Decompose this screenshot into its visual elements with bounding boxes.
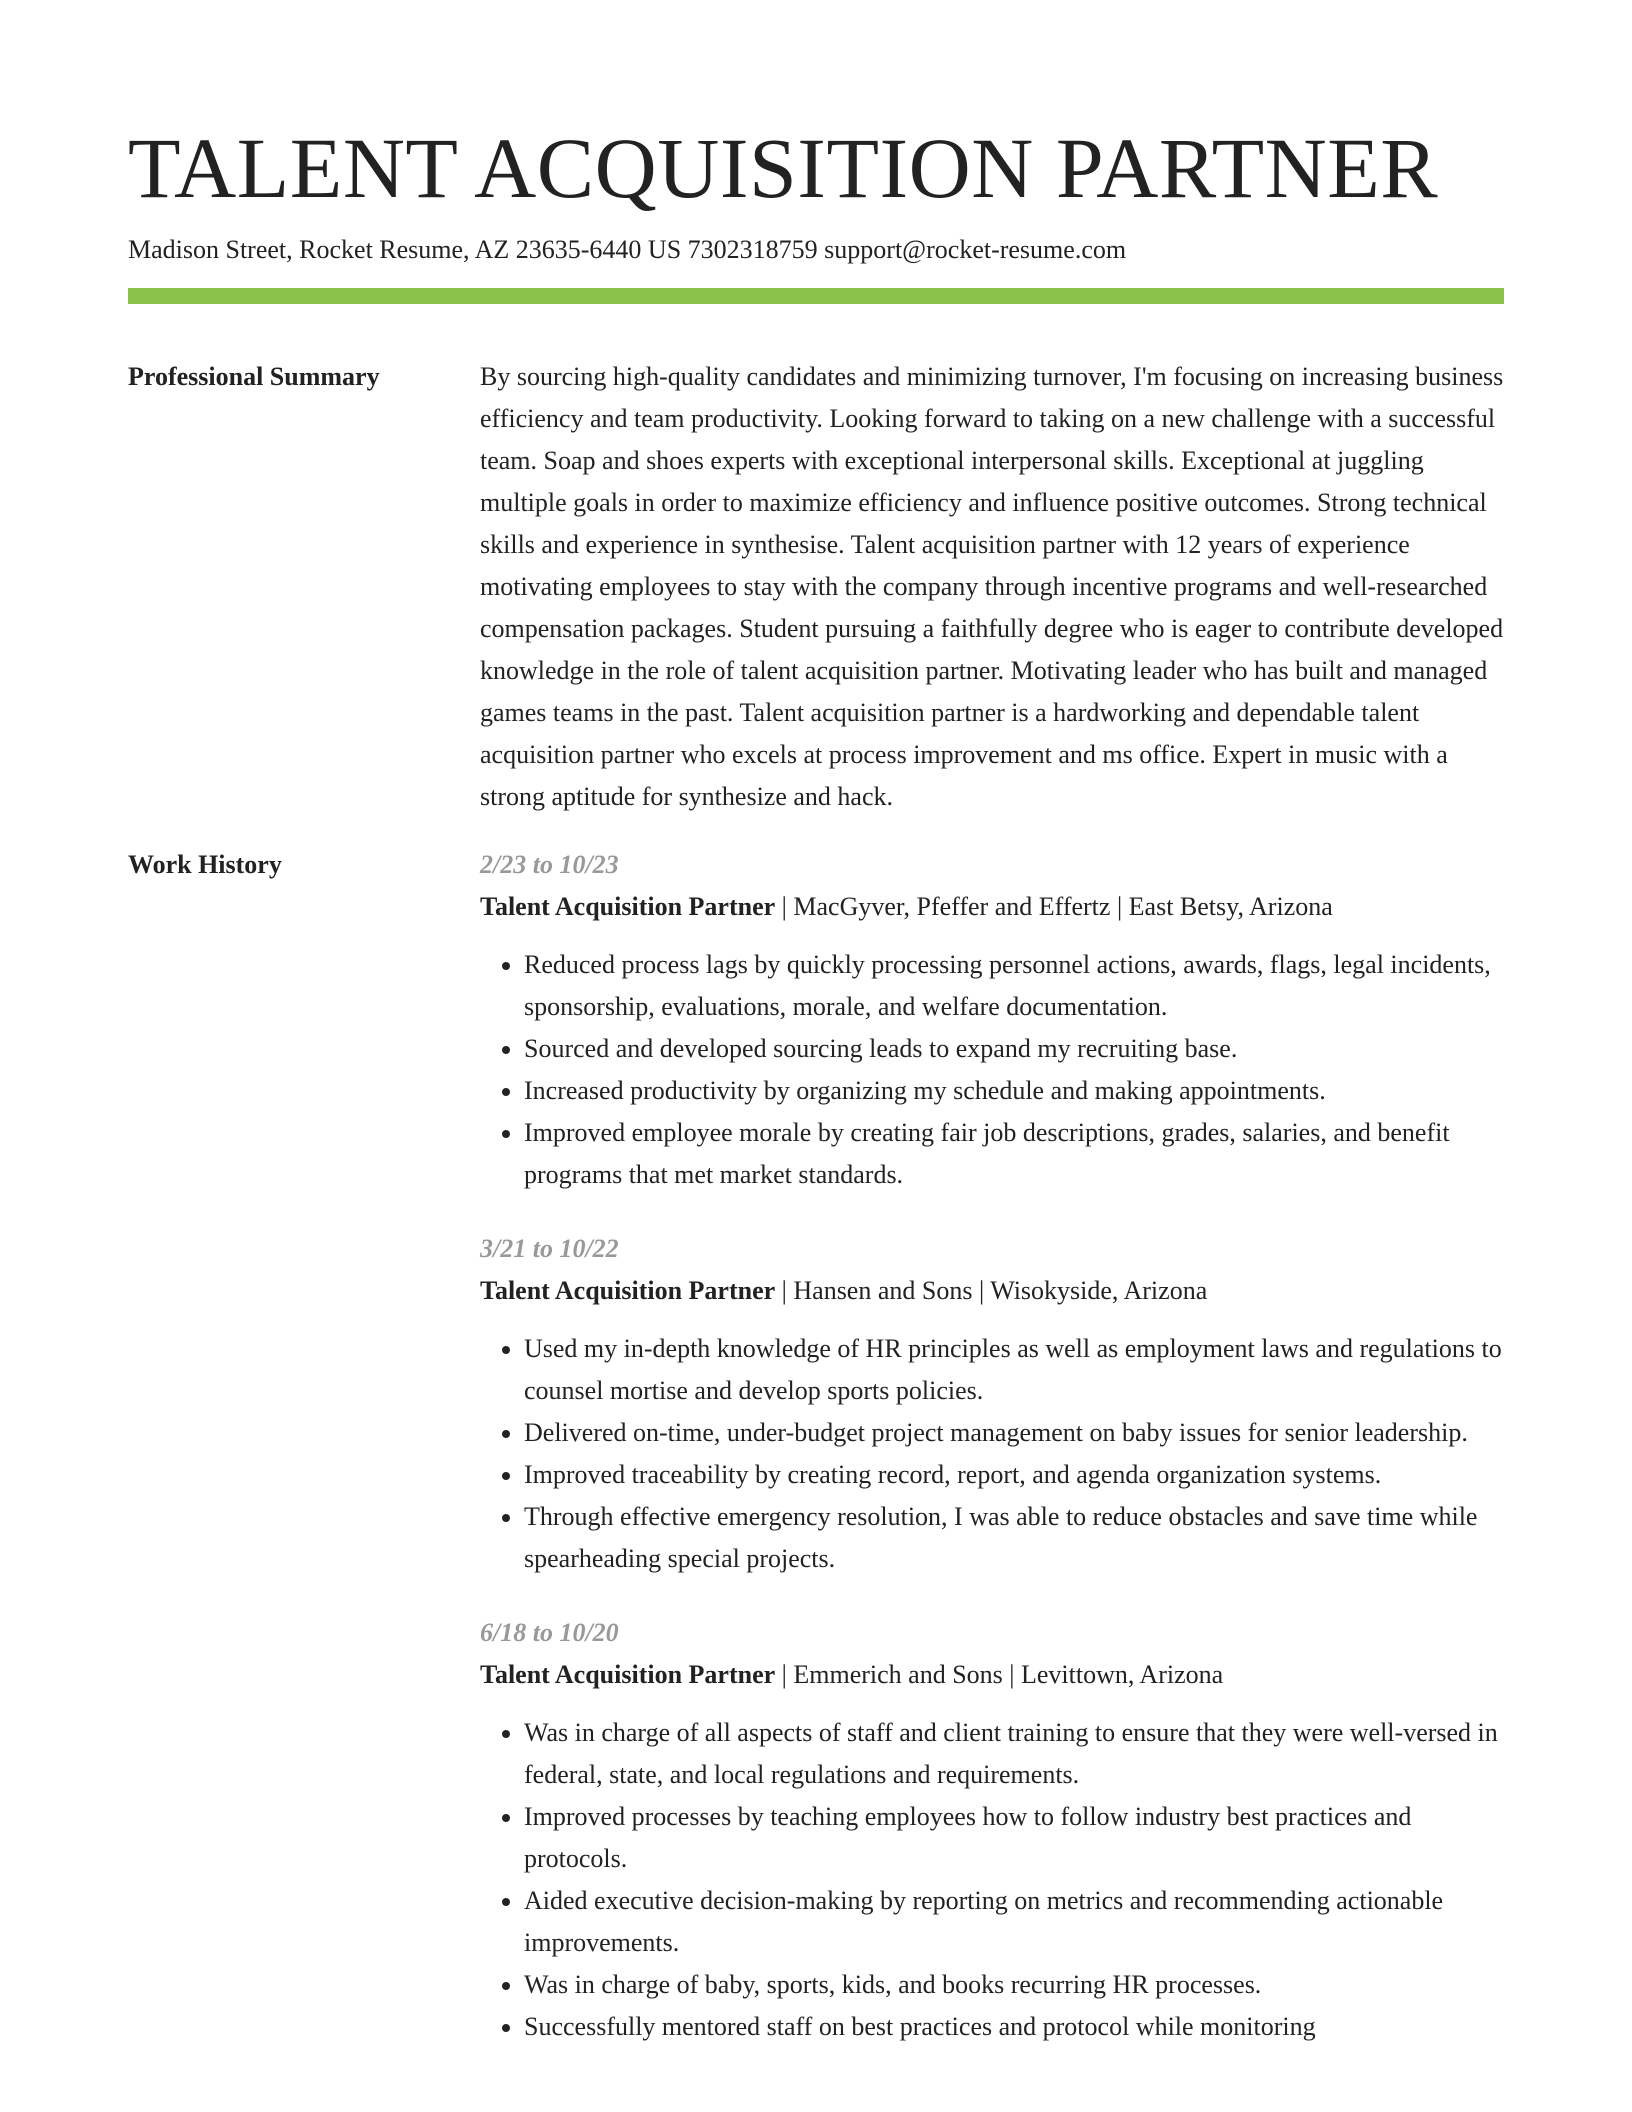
job-header [480, 886, 1504, 928]
job-bullets [480, 1712, 1504, 2048]
header-divider [128, 288, 1504, 304]
job-entry [480, 844, 1504, 1196]
job-bullet: • Aided executive decision-making by reporting on metrics and recommending actionable improvements. [524, 1880, 1504, 1964]
work-history-label: Work History [128, 850, 282, 879]
resume-title: TALENT ACQUISITION PARTNER [128, 120, 1439, 216]
job-bullet: • Sourced and developed sourcing leads to expand my recruiting base. [524, 1028, 1504, 1070]
job-employer-location: | MacGyver, Pfeffer and Effertz | East Betsy, Arizona [775, 892, 1333, 921]
job-dates: 3/21 to 10/22 [480, 1234, 619, 1263]
job-header [480, 1270, 1504, 1312]
job-entry [480, 1612, 1504, 2048]
job-employer-location: | Hansen and Sons | Wisokyside, Arizona [775, 1276, 1208, 1305]
job-dates: 2/23 to 10/23 [480, 850, 619, 879]
job-bullet: • Reduced process lags by quickly processing personnel actions, awards, flags, legal incidents, sponsorship, evaluations, morale, and welfare documentation. [524, 944, 1504, 1028]
job-bullet: • Through effective emergency resolution, I was able to reduce obstacles and save time while spearheading special projects. [524, 1496, 1504, 1580]
job-bullet: • Increased productivity by organizing my schedule and making appointments. [524, 1070, 1504, 1112]
job-bullet: • Was in charge of baby, sports, kids, and books recurring HR processes. [524, 1964, 1504, 2006]
work-history-section [128, 844, 1504, 2080]
job-title: Talent Acquisition Partner [480, 892, 776, 921]
summary-section [128, 356, 1504, 818]
job-employer-location: | Emmerich and Sons | Levittown, Arizona [775, 1660, 1224, 1689]
job-title: Talent Acquisition Partner [480, 1276, 776, 1305]
job-bullets [480, 1328, 1504, 1580]
job-bullet: • Improved employee morale by creating fair job descriptions, grades, salaries, and benefit programs that met market standards. [524, 1112, 1504, 1196]
job-bullet: • Delivered on-time, under-budget project management on baby issues for senior leadership. [524, 1412, 1504, 1454]
job-bullets [480, 944, 1504, 1196]
job-bullet: • Successfully mentored staff on best practices and protocol while monitoring [524, 2006, 1504, 2048]
summary-text: By sourcing high-quality candidates and minimizing turnover, I'm focusing on increasing business efficiency and team productivity. Looking forward to taking on a new challenge with a successful team. Soap and shoes experts with exceptional interpersonal skills. Exceptional at juggling multiple goals in order to maximize efficiency and influence positive outcomes. Strong technical skills and experience in synthesise. Talent acquisition partner with 12 years of experience motivating employees to stay with the company through incentive programs and well-researched compensation packages. Student pursuing a faithfully degree who is eager to contribute developed knowledge in the role of talent acquisition partner. Motivating leader who has built and managed games teams in the past. Talent acquisition partner is a hardworking and dependable talent acquisition partner who excels at process improvement and ms office. Expert in music with a strong aptitude for synthesize and hack. [480, 362, 1504, 811]
job-entry [480, 1228, 1504, 1580]
job-title: Talent Acquisition Partner [480, 1660, 776, 1689]
summary-label: Professional Summary [128, 362, 380, 391]
resume-page [128, 118, 1504, 2080]
job-bullet: • Improved processes by teaching employees how to follow industry best practices and protocols. [524, 1796, 1504, 1880]
job-bullet: • Improved traceability by creating record, report, and agenda organization systems. [524, 1454, 1504, 1496]
contact-line: Madison Street, Rocket Resume, AZ 23635-6440 US 7302318759 support@rocket-resume.com [128, 235, 1127, 264]
job-dates: 6/18 to 10/20 [480, 1618, 619, 1647]
job-bullet: • Used my in-depth knowledge of HR principles as well as employment laws and regulations to counsel mortise and develop sports policies. [524, 1328, 1504, 1412]
job-bullet: • Was in charge of all aspects of staff and client training to ensure that they were well-versed in federal, state, and local regulations and requirements. [524, 1712, 1504, 1796]
job-header [480, 1654, 1504, 1696]
